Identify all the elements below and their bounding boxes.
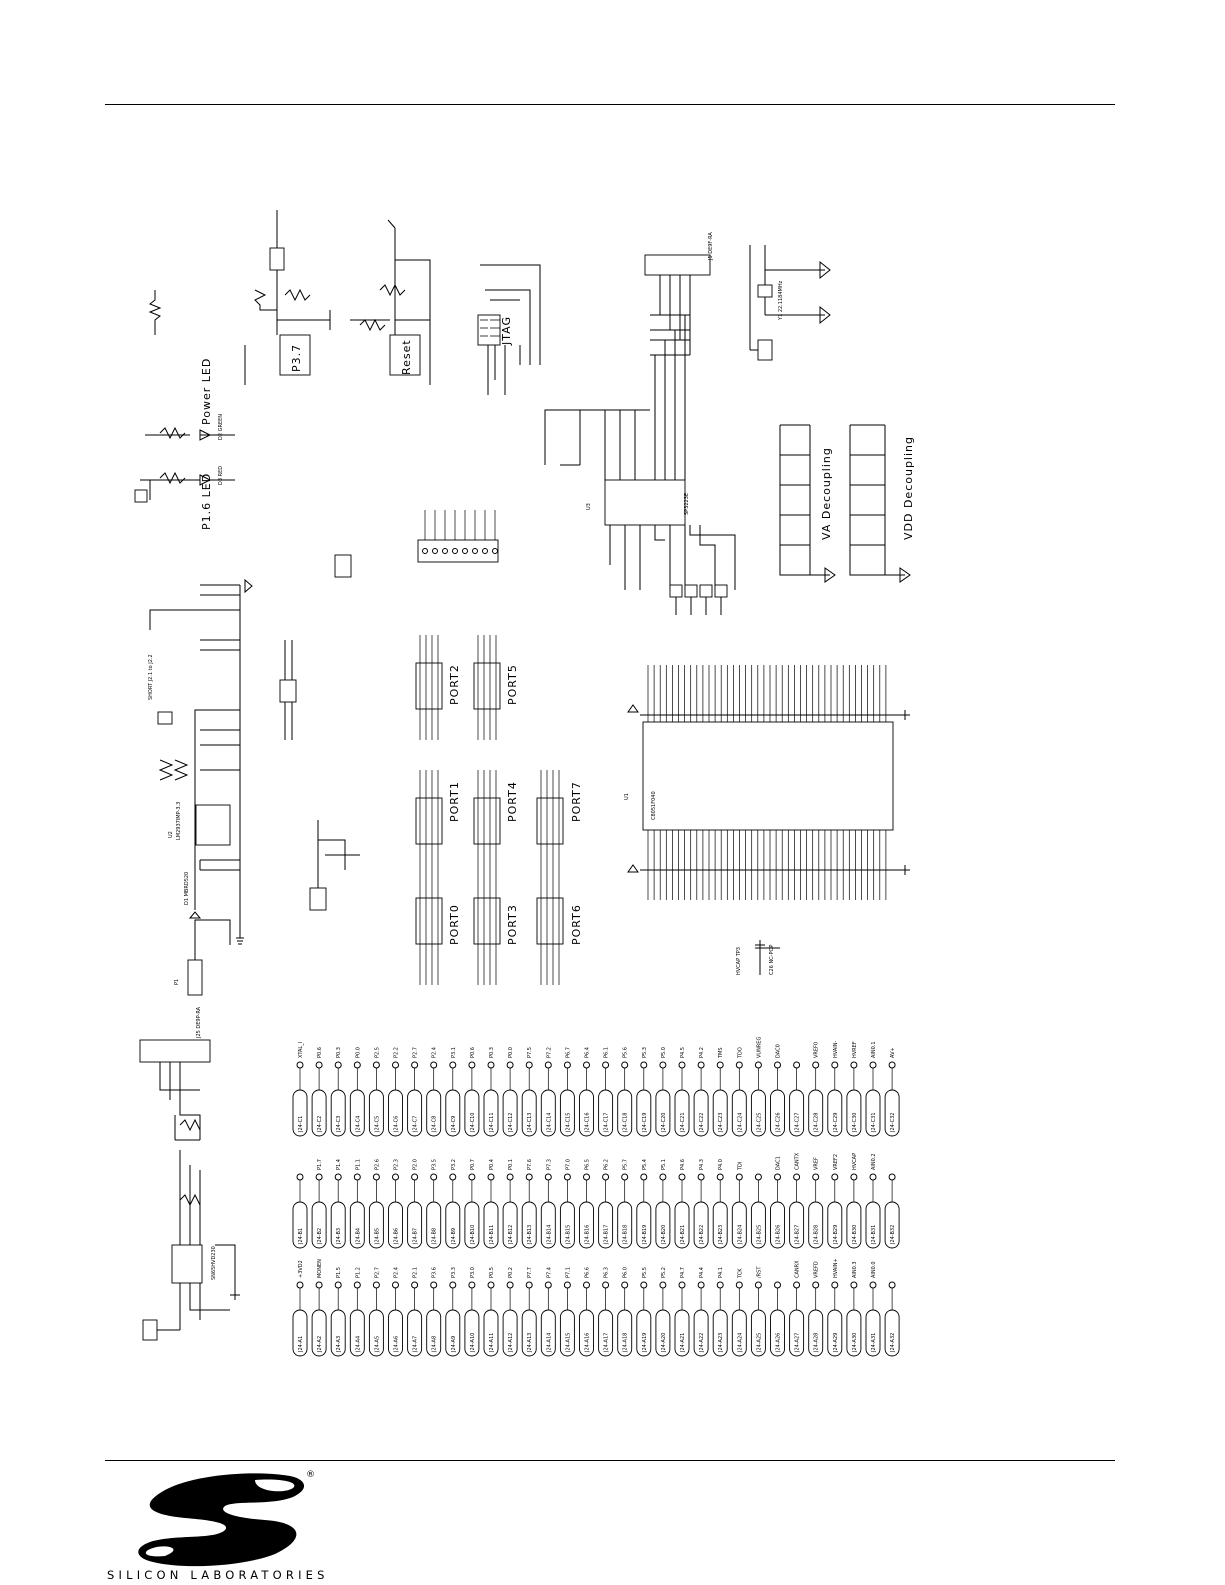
port5-title: PORT5 xyxy=(506,664,519,705)
port-headers xyxy=(416,635,583,985)
j24-row-a xyxy=(293,1258,899,1356)
mcu-pins-bottom xyxy=(648,830,886,900)
j24-signal-label: P0.2 xyxy=(508,1267,515,1278)
j24-pin-label: J24-C25 xyxy=(756,1112,763,1132)
j24-signal-label: P7.2 xyxy=(546,1047,553,1058)
j24-signal-label: P5.4 xyxy=(641,1159,648,1170)
j24-signal-label: TDI xyxy=(737,1161,744,1170)
j24-pin-label: J24-C11 xyxy=(489,1112,495,1132)
j24-pin-label: J24-B13 xyxy=(527,1224,534,1244)
j24-pin-label: J24-B2 xyxy=(317,1227,324,1244)
j24-signal-label: P7.4 xyxy=(546,1267,553,1278)
j24-pin-label: J24-C23 xyxy=(718,1112,725,1132)
j24-pin-label: J24-B11 xyxy=(489,1224,495,1244)
jumper-j9 xyxy=(700,585,712,597)
j24-pin-label: J24-B14 xyxy=(546,1224,553,1244)
j24-pin-label: J24-A20 xyxy=(660,1332,667,1352)
j24-pin-label: J24-B3 xyxy=(336,1227,343,1244)
j24-pin-label: J24-A5 xyxy=(374,1335,381,1352)
port3-title: PORT3 xyxy=(506,904,519,945)
jtag-header-j4 xyxy=(478,315,500,345)
j24-signal-label: P1.5 xyxy=(336,1267,343,1278)
j24-pin-label: J24-A8 xyxy=(431,1335,438,1352)
j24-pin-label: J24-B10 xyxy=(469,1224,476,1244)
header-j23 xyxy=(335,555,351,577)
j24-pin-label: J24-B17 xyxy=(603,1224,610,1244)
jumper-j7 xyxy=(143,1320,157,1340)
j24-pin-label: J24-C3 xyxy=(336,1115,343,1132)
j24-signal-label: P5.0 xyxy=(660,1047,667,1058)
j24-signal-label: HVAIN- xyxy=(832,1040,839,1058)
jumper-j6 xyxy=(670,585,682,597)
j24-signal-label: P2.7 xyxy=(412,1047,419,1058)
mcu-ref: U1 xyxy=(624,793,630,800)
j24-signal-label: /RST xyxy=(756,1266,763,1278)
j24-pin-label: J24-C31 xyxy=(871,1112,877,1132)
j24-signal-label: P1.4 xyxy=(336,1159,343,1170)
j24-pin-label: J24-C2 xyxy=(317,1115,324,1132)
mcu-pins-top xyxy=(648,665,886,722)
j24-pin-label: J24-B30 xyxy=(851,1224,858,1244)
j24-pin-label: J24-C7 xyxy=(412,1115,419,1132)
power-jack-label: P1 xyxy=(174,978,180,985)
j24-signal-label: XTAL_I xyxy=(298,1041,304,1058)
jtag-title: JTAG xyxy=(500,316,513,345)
j24-pin-label: J24-B1 xyxy=(298,1227,304,1244)
j24-row-b xyxy=(293,1152,899,1248)
j24-signal-label: P6.2 xyxy=(603,1159,610,1170)
j24-signal-label: P4.6 xyxy=(680,1159,686,1170)
j24-pin-label: J24-A32 xyxy=(890,1332,897,1352)
j24-pin-label: J24-B12 xyxy=(508,1224,515,1244)
j24-signal-label: AIN0.0 xyxy=(871,1261,877,1278)
j24-signal-label: P4.5 xyxy=(680,1047,686,1058)
j24-signal-label: AIN0.2 xyxy=(871,1153,877,1170)
j24-pin-label: J24-C9 xyxy=(450,1115,457,1132)
j24-signal-label: P5.1 xyxy=(660,1159,667,1170)
can-transceiver-u4 xyxy=(172,1245,202,1283)
j24-pin-label: J24-C21 xyxy=(680,1112,686,1132)
j24-signal-label: P4.3 xyxy=(699,1159,706,1170)
jtag-section xyxy=(478,265,540,395)
j24-pin-label: J24-A25 xyxy=(756,1332,763,1352)
j24-pin-label: J24-A16 xyxy=(584,1332,591,1352)
j24-signal-label: P6.0 xyxy=(622,1267,629,1278)
j24-pin-label: J24-B4 xyxy=(355,1227,362,1244)
j24-signal-label: P3.1 xyxy=(450,1047,457,1058)
j24-signal-label: P4.0 xyxy=(718,1159,725,1170)
j24-pin-label: J24-B25 xyxy=(756,1224,763,1244)
j24-signal-label: TDO xyxy=(737,1047,744,1058)
j24-signal-label: TMS xyxy=(718,1047,725,1058)
j24-pin-label: J24-B21 xyxy=(680,1224,686,1244)
header-j22 xyxy=(310,888,326,910)
j24-pin-label: J24-A6 xyxy=(393,1335,400,1352)
j24-signal-label: VREF2 xyxy=(832,1153,839,1170)
j24-signal-label: HVCAP xyxy=(851,1152,858,1170)
j24-pin-label: J24-B6 xyxy=(393,1227,400,1244)
j24-pin-label: J24-C19 xyxy=(641,1112,648,1132)
j24-pin-label: J24-C5 xyxy=(374,1115,381,1132)
crystal-section xyxy=(750,245,830,360)
j24-signal-label: CANRX xyxy=(794,1260,801,1278)
reset-title: Reset xyxy=(400,339,413,375)
j24-signal-label: VUNREG xyxy=(756,1036,763,1058)
j24-pin-label: J24-A17 xyxy=(603,1332,610,1352)
j24-pin-label: J24-A9 xyxy=(450,1335,457,1352)
j24-signal-label: P7.7 xyxy=(527,1267,534,1278)
j24-signal-label: P3.5 xyxy=(431,1159,438,1170)
red-led-label: D3 RED xyxy=(218,465,224,485)
db9-rs232-j5 xyxy=(645,255,710,275)
j24-signal-label: P2.1 xyxy=(412,1267,419,1278)
j24-pin-label: J24-C18 xyxy=(622,1112,629,1132)
port7-title: PORT7 xyxy=(570,781,583,822)
jumper-j8 xyxy=(685,585,697,597)
j24-pin-label: J24-C13 xyxy=(527,1112,534,1132)
j24-signal-label: P2.6 xyxy=(374,1159,381,1170)
j24-pin-label: J24-B27 xyxy=(794,1224,801,1244)
j24-pin-label: J24-A10 xyxy=(469,1332,476,1352)
j24-pin-label: J24-C16 xyxy=(584,1112,591,1132)
j24-signal-label: P6.3 xyxy=(603,1267,610,1278)
j24-pin-label: J24-C15 xyxy=(565,1112,572,1132)
j24-signal-label: AIN0.3 xyxy=(851,1261,858,1278)
j24-signal-label: P2.0 xyxy=(412,1159,419,1170)
reset-section xyxy=(350,220,430,385)
j24-pin-label: J24-A13 xyxy=(527,1332,534,1352)
j24-pin-label: J24-C27 xyxy=(794,1112,801,1132)
can-section xyxy=(140,1006,240,1340)
footer-rule xyxy=(105,1460,1115,1461)
j24-pin-label: J24-A4 xyxy=(355,1335,362,1352)
power-led-title: Power LED xyxy=(200,357,213,425)
j24-pin-label: J24-B18 xyxy=(622,1224,629,1244)
p37-title: P3.7 xyxy=(290,343,303,372)
j24-signal-label: P4.2 xyxy=(699,1047,706,1058)
vdd-decoupling-title: VDD Decoupling xyxy=(902,436,915,540)
j24-pin-label: J24-B22 xyxy=(699,1224,706,1244)
j24-signal-label: P0.6 xyxy=(469,1047,476,1058)
j24-pin-label: J24-B16 xyxy=(584,1224,591,1244)
green-led-label: D2 GREEN xyxy=(218,413,224,440)
small-headers xyxy=(280,555,360,910)
j24-pin-label: J24-A31 xyxy=(871,1332,877,1352)
jumper-j1 xyxy=(270,248,284,270)
j24-pin-label: J24-B19 xyxy=(641,1224,648,1244)
regulator-u2 xyxy=(196,805,230,845)
j24-pin-label: J24-C24 xyxy=(737,1112,744,1132)
j24-pin-label: J24-B28 xyxy=(813,1224,820,1244)
j24-signal-label: P7.6 xyxy=(527,1159,534,1170)
j24-pin-label: J24-B23 xyxy=(718,1224,725,1244)
j24-pin-label: J24-C29 xyxy=(832,1112,839,1132)
j24-signal-label: P6.7 xyxy=(565,1047,572,1058)
j24-pin-label: J24-C17 xyxy=(603,1112,610,1132)
jumper-j10 xyxy=(715,585,727,597)
j24-signal-label: P4.4 xyxy=(699,1267,706,1278)
j24-pin-label: J24-C8 xyxy=(431,1115,438,1132)
port1-title: PORT1 xyxy=(448,781,461,822)
j24-pin-label: J24-B5 xyxy=(374,1227,381,1244)
j24-pin-label: J24-C28 xyxy=(813,1112,820,1132)
j24-pin-label: J24-A19 xyxy=(641,1332,648,1352)
j24-signal-label: DAC0 xyxy=(775,1044,782,1058)
j24-signal-label: P0.5 xyxy=(489,1267,495,1278)
port4-title: PORT4 xyxy=(506,781,519,822)
j24-pin-label: J24-A23 xyxy=(718,1332,725,1352)
j24-signal-label: P3.2 xyxy=(450,1159,457,1170)
j24-signal-label: P3.3 xyxy=(450,1267,457,1278)
hvcap-label: HVCAP TP3 xyxy=(736,947,742,975)
j24-signal-label: P1.7 xyxy=(317,1159,324,1170)
jumper-j3 xyxy=(135,490,147,502)
j24-signal-label: P5.5 xyxy=(641,1267,648,1278)
j24-pin-label: J24-A29 xyxy=(832,1332,839,1352)
j24-signal-label: P3.0 xyxy=(469,1267,476,1278)
p37-switch-section xyxy=(245,210,330,385)
crystal-y1 xyxy=(758,285,772,297)
j24-pin-label: J24-A11 xyxy=(489,1332,495,1352)
j24-signal-label: AIN0.1 xyxy=(871,1041,877,1058)
j24-signal-label: P4.1 xyxy=(718,1267,725,1278)
j24-pin-label: J24-A30 xyxy=(851,1332,858,1352)
j24-signal-label: P2.4 xyxy=(431,1047,438,1058)
jumper-j2 xyxy=(158,712,172,724)
mcu-u1 xyxy=(624,665,910,975)
j24-signal-label: P5.6 xyxy=(622,1047,629,1058)
j24-signal-label: P0.4 xyxy=(489,1159,495,1170)
mcu-part: C8051F040 xyxy=(651,791,657,820)
j24-pin-label: J24-A27 xyxy=(794,1332,801,1352)
registered-mark: ® xyxy=(306,1470,315,1480)
va-decoupling-title: VA Decoupling xyxy=(820,447,833,540)
j24-signal-label: P0.1 xyxy=(508,1159,515,1170)
j24-signal-label: P7.3 xyxy=(546,1159,553,1170)
j24-signal-label: P0.3 xyxy=(336,1047,343,1058)
j24-signal-label: AV+ xyxy=(890,1047,897,1058)
j24-pin-label: J24-A26 xyxy=(775,1332,782,1352)
j24-pin-label: J24-B9 xyxy=(450,1227,457,1244)
j24-signal-label: P7.5 xyxy=(527,1047,534,1058)
j24-pin-label: J24-C10 xyxy=(469,1112,476,1132)
silicon-labs-logo xyxy=(105,1468,335,1578)
can-part: SN65HVD230 xyxy=(211,1246,217,1280)
j24-signal-label: P2.2 xyxy=(393,1047,400,1058)
j24-pin-label: J24-C30 xyxy=(851,1112,858,1132)
j24-signal-label: P5.3 xyxy=(641,1047,648,1058)
decoupling-section xyxy=(780,425,915,582)
j24-signal-label: P1.2 xyxy=(355,1267,362,1278)
j24-signal-label: P2.3 xyxy=(393,1159,400,1170)
short-note: SHORT J2.1 to J2.2 xyxy=(148,654,154,700)
j24-pin-label: J24-B8 xyxy=(431,1227,438,1244)
j24-signal-label: P3.6 xyxy=(431,1267,438,1278)
power-supply-section xyxy=(148,580,252,995)
j24-signal-label: P4.7 xyxy=(680,1267,686,1278)
j24-pin-label: J24-C12 xyxy=(508,1112,515,1132)
j24-pin-label: J24-C22 xyxy=(699,1112,706,1132)
j24-signal-label: P2.4 xyxy=(393,1267,400,1278)
j24-pin-label: J24-C14 xyxy=(546,1112,553,1132)
j24-pin-label: J24-A22 xyxy=(699,1332,706,1352)
j24-pin-label: J24-A18 xyxy=(622,1332,629,1352)
j24-signal-label: P6.5 xyxy=(584,1159,591,1170)
p16-led-title: P1.6 LED xyxy=(200,472,213,530)
j24-pin-label: J24-B31 xyxy=(871,1224,877,1244)
j24-signal-label: P0.7 xyxy=(469,1159,476,1170)
j24-pin-label: J24-A24 xyxy=(737,1332,744,1352)
port0-title: PORT0 xyxy=(448,904,461,945)
j24-pin-label: J24-C1 xyxy=(298,1115,304,1132)
j24-pin-label: J24-B26 xyxy=(775,1224,782,1244)
j24-signal-label: P0.0 xyxy=(508,1047,515,1058)
j24-pin-label: J24-A14 xyxy=(546,1332,553,1352)
diode-d1-label: D1 MBRD520 xyxy=(184,871,190,905)
j24-pin-label: J24-C26 xyxy=(775,1112,782,1132)
jumper-j21 xyxy=(758,340,772,360)
j24-pin-label: J24-A1 xyxy=(298,1335,304,1352)
j24-signal-label: HVREF xyxy=(851,1041,858,1058)
j24-signal-label: P1.1 xyxy=(355,1159,362,1170)
c26-label: C26 NC-POP xyxy=(769,944,775,975)
regulator-label: LM2937IMP-3.3 xyxy=(176,801,182,840)
j24-signal-label: P5.2 xyxy=(660,1267,667,1278)
header-j11 xyxy=(280,680,296,702)
regulator-ref: U2 xyxy=(168,831,174,838)
j24-pin-label: J24-C4 xyxy=(355,1115,362,1132)
rs232-transceiver-u3 xyxy=(605,480,685,525)
j24-signal-label: P6.1 xyxy=(603,1047,610,1058)
power-jack-p1 xyxy=(188,960,202,995)
port2-title: PORT2 xyxy=(448,664,461,705)
j24-pin-label: J24-A3 xyxy=(336,1335,343,1352)
j24-signal-label: P5.7 xyxy=(622,1159,629,1170)
j24-pin-label: J24-A2 xyxy=(317,1335,324,1352)
port6-title: PORT6 xyxy=(570,904,583,945)
j24-signal-label: MONEN xyxy=(317,1259,324,1278)
company-name: SILICON LABORATORIES xyxy=(107,1568,329,1582)
j24-pin-label: J24-A28 xyxy=(813,1332,820,1352)
analog-header-j20 xyxy=(418,510,498,562)
j24-row-c xyxy=(293,1037,899,1136)
j24-pin-label: J24-B7 xyxy=(412,1227,419,1244)
j24-pin-label: J24-C6 xyxy=(393,1115,400,1132)
j24-pin-label: J24-B29 xyxy=(832,1224,839,1244)
db9-can-label: J25 DE9P-RA xyxy=(196,1006,202,1038)
j24-signal-label: TCK xyxy=(737,1268,744,1278)
j24-signal-label: P6.4 xyxy=(584,1047,591,1058)
j24-pin-label: J24-A12 xyxy=(508,1332,515,1352)
crystal-label: Y1 22.1184MHz xyxy=(778,280,784,320)
rs232-ref: U3 xyxy=(586,503,592,510)
j24-pin-label: J24-A21 xyxy=(680,1332,686,1352)
j24-signal-label: VREFD xyxy=(813,1261,820,1278)
j24-signal-label: P0.3 xyxy=(489,1047,495,1058)
rs232-part: SP3223E xyxy=(684,492,690,515)
j24-signal-label: P0.0 xyxy=(355,1047,362,1058)
db9-rs232-label: J5 DE9F-RA xyxy=(708,232,714,260)
rs232-section xyxy=(545,232,735,615)
j24-pin-label: J24-B32 xyxy=(890,1224,897,1244)
j24-pin-label: J24-B20 xyxy=(660,1224,667,1244)
j24-signal-label: P0.6 xyxy=(317,1047,324,1058)
j24-signal-label: +3VD2 xyxy=(298,1260,304,1278)
j24-pin-label: J24-A7 xyxy=(412,1335,419,1352)
led-section xyxy=(135,290,235,530)
j24-pin-label: J24-B24 xyxy=(737,1224,744,1244)
j24-signal-label: P7.1 xyxy=(565,1267,572,1278)
j24-pin-label: J24-C20 xyxy=(660,1112,667,1132)
j24-signal-label: VREF0 xyxy=(813,1041,820,1058)
j24-pin-label: J24-C32 xyxy=(890,1112,897,1132)
j24-signal-label: P2.7 xyxy=(374,1267,381,1278)
j24-pin-label: J24-B15 xyxy=(565,1224,572,1244)
db9-can-j25 xyxy=(140,1040,210,1062)
j24-signal-label: P6.6 xyxy=(584,1267,591,1278)
j24-signal-label: DAC1 xyxy=(775,1156,782,1170)
j24-pin-label: J24-A15 xyxy=(565,1332,572,1352)
j24-signal-label: P2.5 xyxy=(374,1047,381,1058)
j24-signal-label: P7.0 xyxy=(565,1159,572,1170)
diode-d1-symbol xyxy=(190,912,200,918)
j24-signal-label: CANTX xyxy=(794,1152,801,1170)
j24-signal-label: HVAIN+ xyxy=(832,1258,839,1278)
j24-signal-label: VREF xyxy=(813,1157,820,1170)
